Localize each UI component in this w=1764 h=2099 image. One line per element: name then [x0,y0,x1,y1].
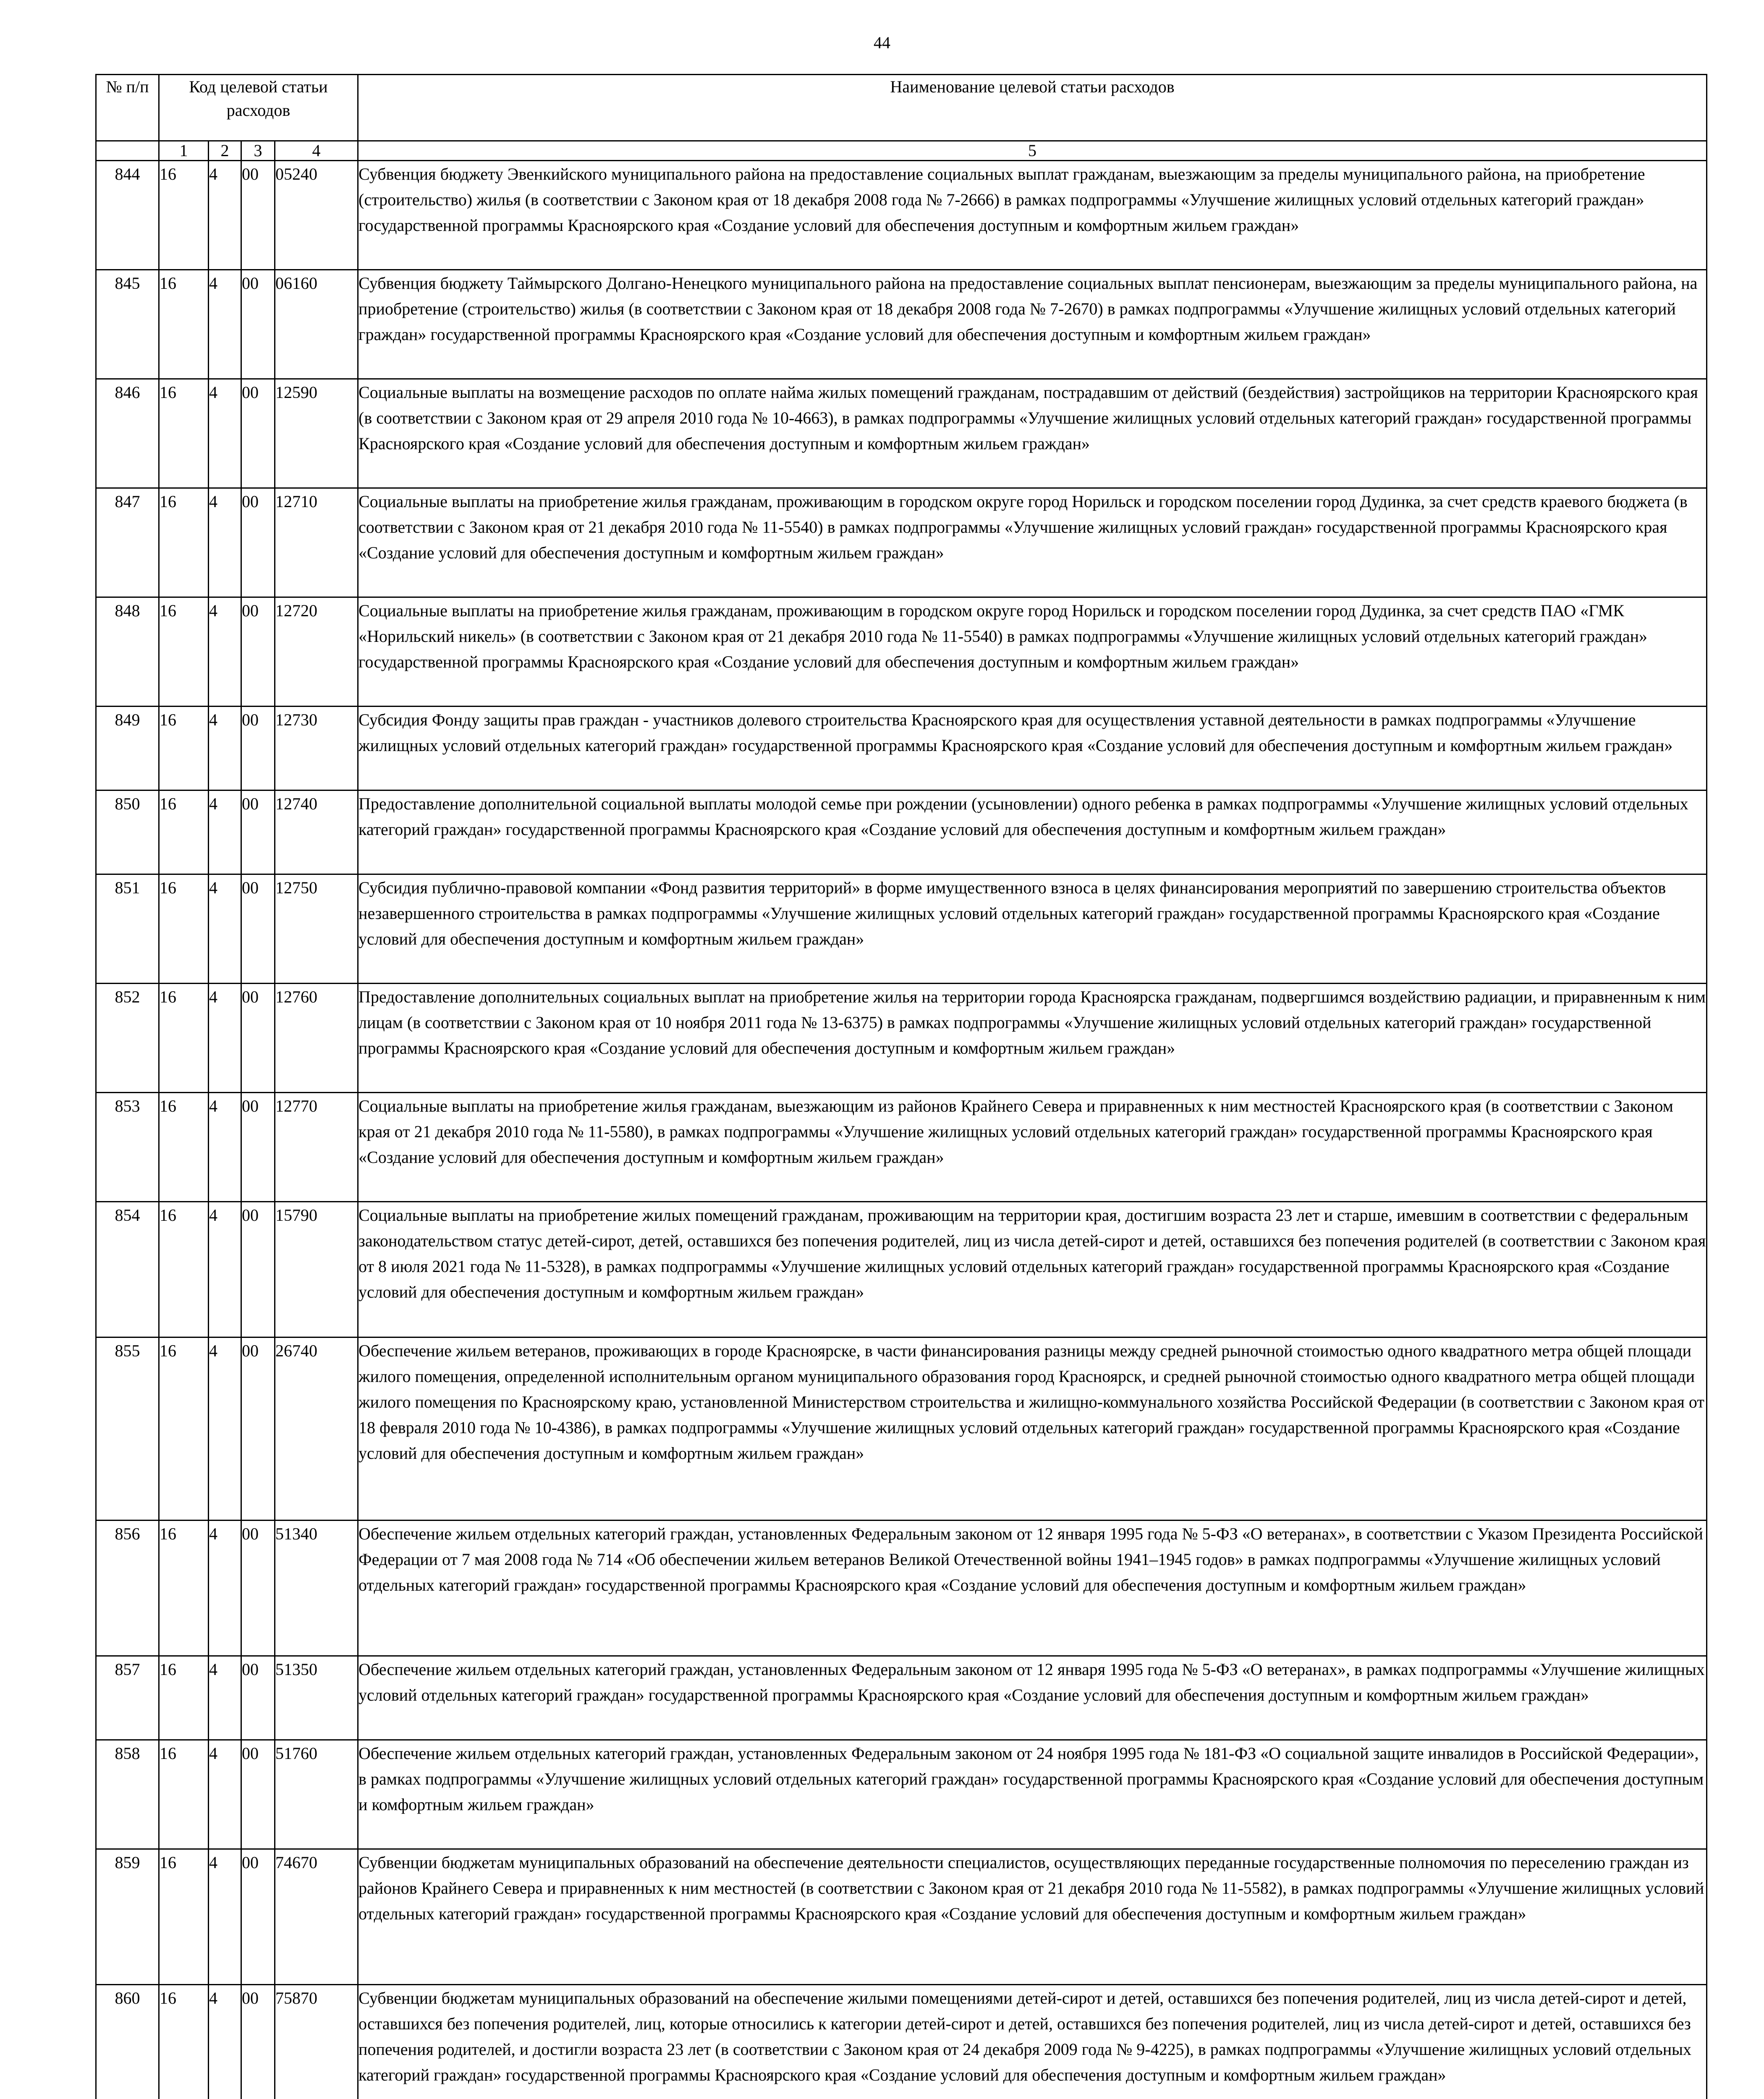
code-part-3: 00 [241,1337,275,1521]
table-row [96,1656,1707,1740]
row-number: 845 [96,270,159,379]
code-part-3: 00 [241,874,275,984]
row-number: 844 [96,161,159,270]
row-description: Предоставление дополнительной социальной выплаты молодой семье при рождении (усыновлении) одного ребенка в рамках подпрограммы «Улучшение жилищных условий отдельных категорий граждан» государственной программы Красноярского края «Создание условий для обеспечения доступным и комфортным жильем граждан» [358,790,1707,874]
row-description: Субвенции бюджетам муниципальных образований на обеспечение жилыми помещениями детей-сирот и детей, оставшихся без попечения родителей, лиц из числа детей-сирот и детей, оставшихся без попечения родителей, лиц, которые относились к категории детей-сирот и детей, оставшихся без попечения родителей, лиц из числа детей-сирот и детей, оставшихся без попечения родителей, и достигли возраста 23 лет (в соответствии с Законом края от 24 декабря 2009 года № 9-4225), в рамках подпрограммы «Улучшение жилищных условий отдельных категорий граждан» государственной программы Красноярского края «Создание условий для обеспечения доступным и комфортным жильем граждан» [358,1985,1707,2099]
code-part-2: 4 [209,874,241,984]
code-part-4: 05240 [275,161,358,270]
row-number: 853 [96,1093,159,1202]
code-part-2: 4 [209,270,241,379]
row-number: 858 [96,1740,159,1849]
row-number: 852 [96,984,159,1093]
code-part-4: 12590 [275,379,358,488]
code-part-3: 00 [241,1985,275,2099]
row-description: Социальные выплаты на приобретение жилых помещений гражданам, проживающим на территории края, достигшим возраста 23 лет и старше, имевшим в соответствии с федеральным законодательством статус детей-сирот, детей, оставшихся без попечения родителей, лиц из числа детей-сирот и детей, оставшихся без попечения родителей (в соответствии с Законом края от 8 июля 2021 года № 11-5328), в рамках подпрограммы «Улучшение жилищных условий отдельных категорий граждан» государственной программы Красноярского края «Создание условий для обеспечения доступным и комфортным жильем граждан» [358,1202,1707,1337]
code-part-1: 16 [159,1656,209,1740]
row-number: 859 [96,1849,159,1985]
code-part-1: 16 [159,488,209,597]
table-row [96,1740,1707,1849]
code-part-3: 00 [241,1740,275,1849]
code-part-2: 4 [209,379,241,488]
row-description: Субвенция бюджету Эвенкийского муниципального района на предоставление социальных выплат гражданам, выезжающим за пределы муниципального района, на приобретение (строительство) жилья (в соответствии с Законом края от 18 декабря 2008 года № 7-2666) в рамках подпрограммы «Улучшение жилищных условий отдельных категорий граждан» государственной программы Красноярского края «Создание условий для обеспечения доступным и комфортным жильем граждан» [358,161,1707,270]
table-row [96,874,1707,984]
code-part-4: 51340 [275,1521,358,1656]
row-number: 860 [96,1985,159,2099]
row-number: 855 [96,1337,159,1521]
code-part-1: 16 [159,379,209,488]
code-part-3: 00 [241,707,275,790]
code-part-3: 00 [241,488,275,597]
column-number: 4 [275,141,358,161]
code-part-2: 4 [209,1202,241,1337]
row-description: Предоставление дополнительных социальных выплат на приобретение жилья на территории города Красноярска гражданам, подвергшимся воздействию радиации, и приравненным к ним лицам (в соответствии с Законом края от 10 ноября 2011 года № 13-6375) в рамках подпрограммы «Улучшение жилищных условий отдельных категорий граждан» государственной программы Красноярского края «Создание условий для обеспечения доступным и комфортным жильем граждан» [358,984,1707,1093]
code-part-2: 4 [209,1849,241,1985]
code-part-1: 16 [159,1202,209,1337]
table-row [96,597,1707,707]
code-part-2: 4 [209,1337,241,1521]
column-numbers-row [96,141,1707,161]
code-part-1: 16 [159,1985,209,2099]
code-part-3: 00 [241,161,275,270]
code-part-3: 00 [241,1093,275,1202]
row-number: 857 [96,1656,159,1740]
row-description: Обеспечение жильем отдельных категорий граждан, установленных Федеральным законом от 12 января 1995 года № 5-ФЗ «О ветеранах», в рамках подпрограммы «Улучшение жилищных условий отдельных категорий граждан» государственной программы Красноярского края «Создание условий для обеспечения доступным и комфортным жильем граждан» [358,1656,1707,1740]
row-number: 850 [96,790,159,874]
code-part-3: 00 [241,1202,275,1337]
code-part-2: 4 [209,1985,241,2099]
code-part-1: 16 [159,270,209,379]
row-number: 846 [96,379,159,488]
row-number: 848 [96,597,159,707]
code-part-2: 4 [209,597,241,707]
code-part-4: 12760 [275,984,358,1093]
code-part-1: 16 [159,874,209,984]
code-part-1: 16 [159,790,209,874]
table-row [96,1849,1707,1985]
table-row [96,488,1707,597]
code-part-2: 4 [209,488,241,597]
table-row [96,1337,1707,1521]
code-part-2: 4 [209,1656,241,1740]
code-part-4: 12710 [275,488,358,597]
row-number: 847 [96,488,159,597]
code-part-2: 4 [209,707,241,790]
row-description: Субвенции бюджетам муниципальных образований на обеспечение деятельности специалистов, осуществляющих переданные государственные полномочия по переселению граждан из районов Крайнего Севера и приравненных к ним местностей (в соответствии с Законом края от 21 декабря 2010 года № 11-5582), в рамках подпрограммы «Улучшение жилищных условий отдельных категорий граждан» государственной программы Красноярского края «Создание условий для обеспечения доступным и комфортным жильем граждан» [358,1849,1707,1985]
row-description: Социальные выплаты на приобретение жилья гражданам, проживающим в городском округе город Норильск и городском поселении город Дудинка, за счет средств краевого бюджета (в соответствии с Законом края от 21 декабря 2010 года № 11-5540) в рамках подпрограммы «Улучшение жилищных условий граждан» государственной программы Красноярского края «Создание условий для обеспечения доступным и комфортным жильем граждан» [358,488,1707,597]
column-number: 2 [209,141,241,161]
row-description: Обеспечение жильем отдельных категорий граждан, установленных Федеральным законом от 12 января 1995 года № 5-ФЗ «О ветеранах», в соответствии с Указом Президента Российской Федерации от 7 мая 2008 года № 714 «Об обеспечении жильем ветеранов Великой Отечественной войны 1941–1945 годов» в рамках подпрограммы «Улучшение жилищных условий отдельных категорий граждан» государственной программы Красноярского края «Создание условий для обеспечения доступным и комфортным жильем граждан» [358,1521,1707,1656]
table-row [96,1202,1707,1337]
code-part-2: 4 [209,161,241,270]
code-part-1: 16 [159,984,209,1093]
code-part-1: 16 [159,161,209,270]
row-description: Субсидия Фонду защиты прав граждан - участников долевого строительства Красноярского края для осуществления уставной деятельности в рамках подпрограммы «Улучшение жилищных условий отдельных категорий граждан» государственной программы Красноярского края «Создание условий для обеспечения доступным и комфортным жильем граждан» [358,707,1707,790]
row-number: 851 [96,874,159,984]
code-part-4: 26740 [275,1337,358,1521]
column-number-blank [96,141,159,161]
code-part-2: 4 [209,790,241,874]
table-row [96,1093,1707,1202]
code-part-2: 4 [209,984,241,1093]
code-part-4: 15790 [275,1202,358,1337]
column-number: 5 [358,141,1707,161]
header-name: Наименование целевой статьи расходов [358,75,1707,141]
code-part-1: 16 [159,707,209,790]
code-part-3: 00 [241,379,275,488]
table-row [96,984,1707,1093]
column-number: 1 [159,141,209,161]
row-description: Социальные выплаты на возмещение расходов по оплате найма жилых помещений гражданам, пострадавшим от действий (бездействия) застройщиков на территории Красноярского края (в соответствии с Законом края от 29 апреля 2010 года № 10-4663), в рамках подпрограммы «Улучшение жилищных условий отдельных категорий граждан» государственной программы Красноярского края «Создание условий для обеспечения доступным и комфортным жильем граждан» [358,379,1707,488]
code-part-1: 16 [159,1093,209,1202]
page-number: 44 [874,33,890,52]
code-part-4: 12770 [275,1093,358,1202]
code-part-4: 06160 [275,270,358,379]
table-row [96,161,1707,270]
row-number: 856 [96,1521,159,1656]
row-number: 854 [96,1202,159,1337]
row-description: Субсидия публично-правовой компании «Фонд развития территорий» в форме имущественного взноса в целях финансирования мероприятий по завершению строительства объектов незавершенного строительства в рамках подпрограммы «Улучшение жилищных условий отдельных категорий граждан» государственной программы Красноярского края «Создание условий для обеспечения доступным и комфортным жильем граждан» [358,874,1707,984]
code-part-4: 51760 [275,1740,358,1849]
budget-table [95,74,1707,2099]
row-description: Обеспечение жильем ветеранов, проживающих в городе Красноярске, в части финансирования разницы между средней рыночной стоимостью одного квадратного метра общей площади жилого помещения, определенной исполнительным органом муниципального образования город Красноярск, и средней рыночной стоимостью одного квадратного метра общей площади жилого помещения по Красноярскому краю, установленной Министерством строительства и жилищно-коммунального хозяйства Российской Федерации (в соответствии с Законом края от 18 февраля 2010 года № 10-4386), в рамках подпрограммы «Улучшение жилищных условий отдельных категорий граждан» государственной программы Красноярского края «Создание условий для обеспечения доступным и комфортным жильем граждан» [358,1337,1707,1521]
table-row [96,1985,1707,2099]
row-description: Социальные выплаты на приобретение жилья гражданам, выезжающим из районов Крайнего Севера и приравненных к ним местностей Красноярского края (в соответствии с Законом края от 21 декабря 2010 года № 11-5580), в рамках подпрограммы «Улучшение жилищных условий отдельных категорий граждан» государственной программы Красноярского края «Создание условий для обеспечения доступным и комфортным жильем граждан» [358,1093,1707,1202]
code-part-4: 51350 [275,1656,358,1740]
column-number: 3 [241,141,275,161]
header-num: № п/п [96,75,159,141]
code-part-3: 00 [241,270,275,379]
table-row [96,707,1707,790]
row-description: Обеспечение жильем отдельных категорий граждан, установленных Федеральным законом от 24 ноября 1995 года № 181-ФЗ «О социальной защите инвалидов в Российской Федерации», в рамках подпрограммы «Улучшение жилищных условий отдельных категорий граждан» государственной программы Красноярского края «Создание условий для обеспечения доступным и комфортным жильем граждан» [358,1740,1707,1849]
row-number: 849 [96,707,159,790]
table-row [96,1521,1707,1656]
table-row [96,270,1707,379]
row-description: Субвенция бюджету Таймырского Долгано-Ненецкого муниципального района на предоставление социальных выплат пенсионерам, выезжающим за пределы муниципального района, на приобретение (строительство) жилья (в соответствии с Законом края от 18 декабря 2008 года № 7-2670) в рамках подпрограммы «Улучшение жилищных условий отдельных категорий граждан» государственной программы Красноярского края «Создание условий для обеспечения доступным и комфортным жильем граждан» [358,270,1707,379]
code-part-2: 4 [209,1093,241,1202]
code-part-3: 00 [241,1849,275,1985]
code-part-3: 00 [241,790,275,874]
code-part-4: 12730 [275,707,358,790]
code-part-2: 4 [209,1521,241,1656]
code-part-1: 16 [159,1337,209,1521]
table-row [96,790,1707,874]
code-part-1: 16 [159,597,209,707]
code-part-3: 00 [241,984,275,1093]
code-part-3: 00 [241,1656,275,1740]
code-part-2: 4 [209,1740,241,1849]
code-part-4: 75870 [275,1985,358,2099]
code-part-4: 12740 [275,790,358,874]
code-part-1: 16 [159,1740,209,1849]
code-part-4: 12720 [275,597,358,707]
code-part-4: 12750 [275,874,358,984]
table-row [96,379,1707,488]
code-part-3: 00 [241,597,275,707]
code-part-1: 16 [159,1849,209,1985]
code-part-3: 00 [241,1521,275,1656]
row-description: Социальные выплаты на приобретение жилья гражданам, проживающим в городском округе город Норильск и городском поселении город Дудинка, за счет средств ПАО «ГМК «Норильский никель» (в соответствии с Законом края от 21 декабря 2010 года № 11-5540) в рамках подпрограммы «Улучшение жилищных условий отдельных категорий граждан» государственной программы Красноярского края «Создание условий для обеспечения доступным и комфортным жильем граждан» [358,597,1707,707]
code-part-4: 74670 [275,1849,358,1985]
header-code: Код целевой статьи расходов [159,75,358,141]
code-part-1: 16 [159,1521,209,1656]
